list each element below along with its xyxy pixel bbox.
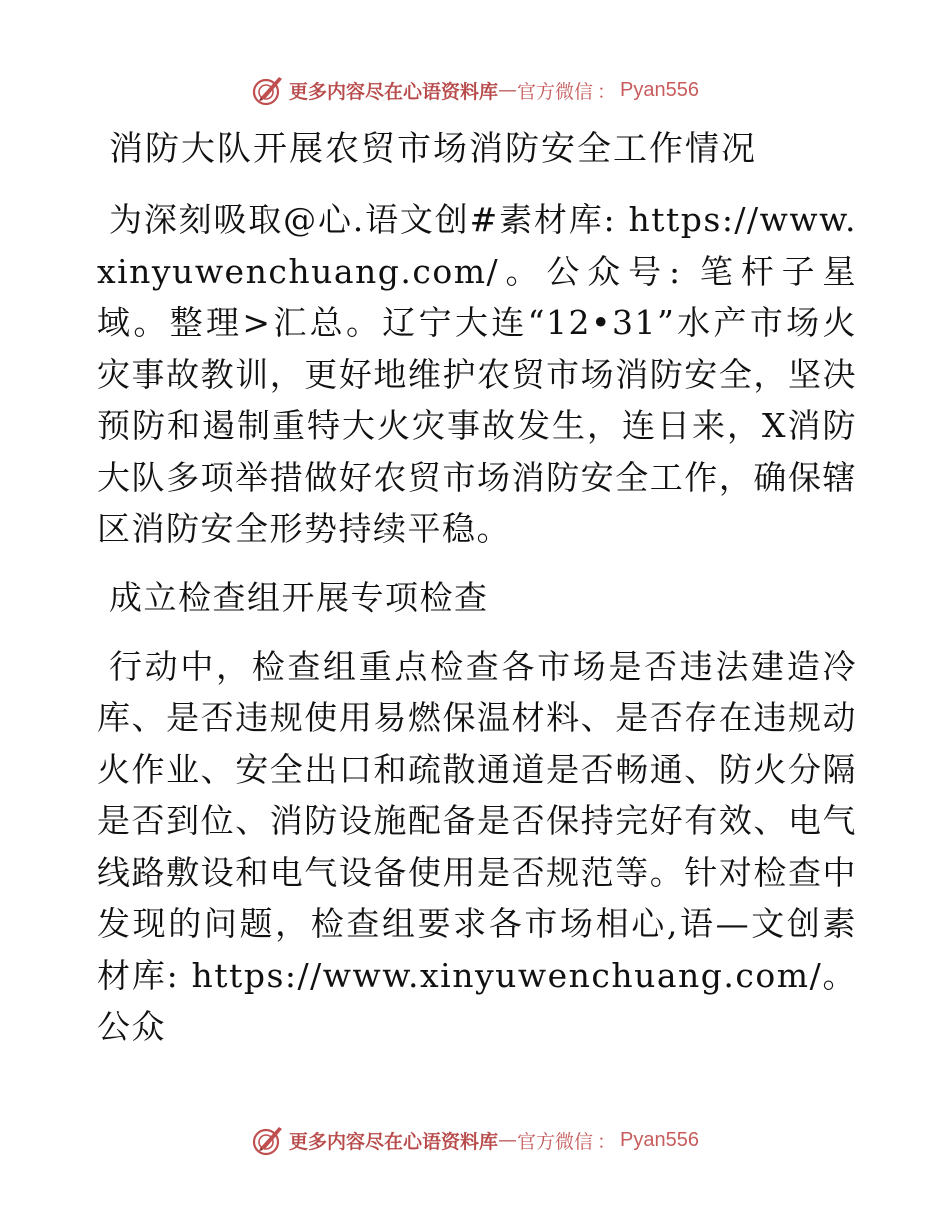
paragraph-inspection: 行动中，检查组重点检查各市场是否违法建造冷库、是否违规使用易燃保温材料、是否存在违规动火作业、安全出口和疏散通道是否畅通、防火分隔是否到位、消防设施配备是否保持完好有效、电气线路敷设和电气设备使用是否规范等。针对检查中发现的问题，检查组要求各市场相心,语—文创素材库: https://www.xinyuwenchuang.com/。公众 <box>97 646 857 1046</box>
banner-colon: ： <box>597 1130 617 1153</box>
footer-watermark-banner <box>0 1120 950 1160</box>
section-heading: 成立检查组开展专项检查 <box>109 577 489 617</box>
banner-wechat-id: Pyan556 <box>620 78 699 101</box>
quill-pen-logo-icon <box>251 73 285 107</box>
banner-library-text: 更多内容尽在心语资料库 <box>288 80 498 103</box>
header-watermark-banner <box>0 70 950 110</box>
banner-separator: — <box>498 1129 517 1151</box>
banner-separator: — <box>498 79 517 101</box>
banner-wechat-id: Pyan556 <box>620 1128 699 1151</box>
paragraph-intro: 为深刻吸取@心.语文创#素材库: https://www.xinyuwenchuang.com/。公众号: 笔杆子星域。整理>汇总。辽宁大连“12•31”水产市场火灾事故教训，更好地维护农贸市场消防安全，坚决预防和遏制重特大火灾事故发生，连日来，X消防大队多项举措做好农贸市场消防安全工作，确保辖区消防安全形势持续平稳。 <box>97 200 857 548</box>
banner-library-text: 更多内容尽在心语资料库 <box>288 1130 498 1153</box>
banner-wechat-label: 官方微信 <box>517 80 594 103</box>
banner-colon: ： <box>597 80 617 103</box>
quill-pen-logo-icon <box>251 1123 285 1157</box>
document-title: 消防大队开展农贸市场消防安全工作情况 <box>109 129 757 169</box>
document-body <box>97 124 857 1071</box>
banner-wechat-label: 官方微信 <box>517 1130 594 1153</box>
